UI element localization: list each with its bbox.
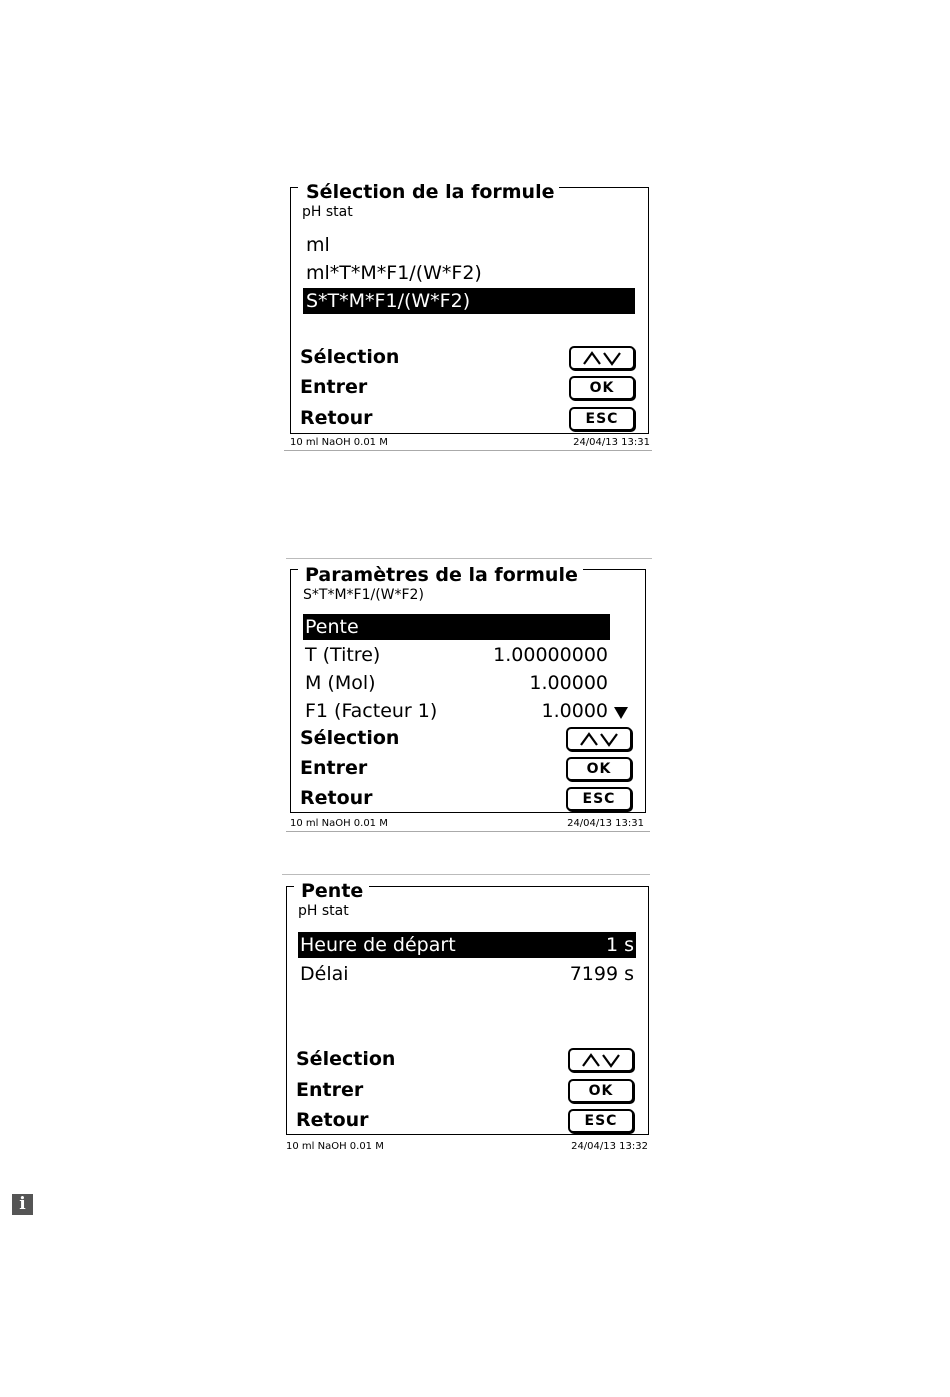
down-triangle-icon — [613, 706, 629, 720]
dialog-title: Sélection de la formule — [302, 182, 559, 202]
list-item-selected[interactable] — [303, 614, 610, 640]
list-item-label: Pente — [305, 616, 359, 638]
arrows-icon — [577, 731, 621, 747]
action-label-back: Retour — [300, 787, 373, 809]
action-label-enter: Entrer — [300, 376, 368, 398]
esc-button[interactable]: ESC — [569, 407, 635, 431]
list-item-value: 1.0000 — [541, 700, 608, 722]
dialog-title: Paramètres de la formule — [301, 565, 583, 585]
screen-formula-parameters — [284, 556, 654, 836]
list-item[interactable] — [298, 961, 636, 987]
status-left: 10 ml NaOH 0.01 M — [286, 1141, 384, 1152]
action-label-back: Retour — [300, 407, 373, 429]
list-item-label: ml — [306, 234, 330, 256]
list-item[interactable] — [303, 642, 610, 668]
dialog-subtitle: S*T*M*F1/(W*F2) — [303, 587, 424, 603]
ok-button[interactable]: OK — [566, 757, 632, 781]
status-right: 24/04/13 13:31 — [573, 437, 650, 448]
status-bar-line — [286, 831, 650, 832]
list-item-label: Heure de départ — [300, 934, 456, 956]
action-label-back: Retour — [296, 1109, 369, 1131]
list-item-label: M (Mol) — [305, 672, 376, 694]
esc-button[interactable]: ESC — [568, 1109, 634, 1133]
list-item-label: F1 (Facteur 1) — [305, 700, 438, 722]
ok-button[interactable]: OK — [569, 376, 635, 400]
list-item-value: 1.00000000 — [493, 644, 608, 666]
screen-formula-selection — [282, 180, 652, 455]
list-item-selected[interactable] — [303, 288, 635, 314]
arrows-button[interactable] — [569, 346, 635, 370]
list-item-label: ml*T*M*F1/(W*F2) — [306, 262, 482, 284]
info-icon: i — [12, 1194, 33, 1215]
list-item[interactable] — [303, 260, 635, 286]
screen-slope — [280, 872, 652, 1157]
action-label-selection: Sélection — [300, 346, 400, 368]
status-right: 24/04/13 13:32 — [571, 1141, 648, 1152]
ok-button[interactable]: OK — [568, 1079, 634, 1103]
list-item-value: 1.00000 — [529, 672, 608, 694]
list-item-value: 7199 s — [569, 963, 634, 985]
status-bar-line — [284, 450, 652, 451]
list-item[interactable] — [303, 698, 610, 724]
list-item-label: Délai — [300, 963, 349, 985]
status-left: 10 ml NaOH 0.01 M — [290, 437, 388, 448]
dialog-title: Pente — [297, 881, 368, 901]
list-item[interactable] — [303, 232, 635, 258]
dialog-subtitle: pH stat — [302, 204, 353, 220]
action-label-selection: Sélection — [296, 1048, 396, 1070]
list-item-label: T (Titre) — [305, 644, 381, 666]
list-item-value: 1 s — [605, 934, 634, 956]
action-label-enter: Entrer — [296, 1079, 364, 1101]
arrows-icon — [579, 1052, 623, 1068]
arrows-button[interactable] — [566, 727, 632, 751]
dialog-subtitle: pH stat — [298, 903, 349, 919]
arrows-icon — [580, 350, 624, 366]
esc-button[interactable]: ESC — [566, 787, 632, 811]
list-item-label: S*T*M*F1/(W*F2) — [306, 290, 471, 312]
arrows-button[interactable] — [568, 1048, 634, 1072]
list-item[interactable] — [303, 670, 610, 696]
top-line — [282, 874, 650, 875]
status-left: 10 ml NaOH 0.01 M — [290, 818, 388, 829]
list-item-selected[interactable] — [298, 932, 636, 958]
top-line — [286, 558, 652, 559]
action-label-selection: Sélection — [300, 727, 400, 749]
status-right: 24/04/13 13:31 — [567, 818, 644, 829]
action-label-enter: Entrer — [300, 757, 368, 779]
